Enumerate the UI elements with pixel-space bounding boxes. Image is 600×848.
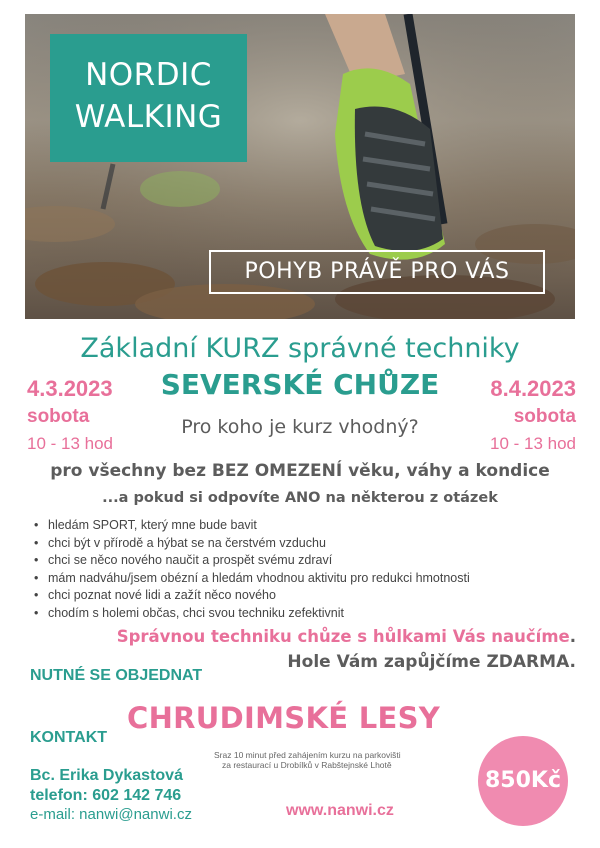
list-item: • chci poznat nové lidi a zažít něco nového: [34, 587, 470, 605]
meeting-note: [214, 750, 401, 770]
website-link[interactable]: www.nanwi.cz: [286, 802, 394, 819]
title-line-2: WALKING: [74, 99, 223, 135]
teach-dot: .: [569, 627, 576, 646]
left-date: 4.3.2023: [27, 376, 113, 401]
course-title: Základní KURZ správné techniky: [80, 333, 520, 364]
list-item: • chci se něco nového naučit a prospět svému zdraví: [34, 552, 470, 570]
venue-title: CHRUDIMSKÉ LESY: [127, 701, 441, 735]
contact-label: KONTAKT: [30, 729, 108, 746]
left-day: sobota: [27, 406, 90, 427]
left-time: 10 - 13 hod: [27, 434, 114, 453]
audience-statement: pro všechny bez BEZ OMEZENÍ věku, váhy a kondice: [50, 461, 550, 481]
order-label: NUTNÉ SE OBJEDNAT: [30, 667, 203, 684]
list-item: • chodím s holemi občas, chci svou techniku zefektivnit: [34, 605, 470, 623]
contact-email[interactable]: e-mail: nanwi@nanwi.cz: [30, 806, 192, 823]
poles-statement: Hole Vám zapůjčíme ZDARMA.: [287, 652, 576, 672]
slogan-box: POHYB PRÁVĚ PRO VÁS: [209, 250, 545, 294]
questions-intro: ...a pokud si odpovíte ANO na některou z otázek: [102, 490, 498, 506]
teach-statement: [117, 627, 576, 646]
meeting-note-line-2: za restaurací u Drobílků v Rabštejnské Lhotě: [222, 760, 392, 770]
teach-text: Správnou techniku chůze s hůlkami Vás naučíme: [116, 627, 570, 646]
title-line-1: NORDIC: [85, 57, 212, 93]
meeting-note-line-1: Sraz 10 minut před zahájením kurzu na parkovišti: [214, 750, 401, 760]
list-item: • chci být v přírodě a hýbat se na čerstvém vzduchu: [34, 535, 470, 553]
right-date: 8.4.2023: [490, 376, 576, 401]
course-name: SEVERSKÉ CHŮZE: [160, 368, 440, 401]
list-item: • mám nadváhu/jsem obézní a hledám vhodnou aktivitu pro redukci hmotnosti: [34, 570, 470, 588]
contact-name: Bc. Erika Dykastová: [30, 767, 183, 784]
list-item: • hledám SPORT, který mne bude bavit: [34, 517, 470, 535]
price-badge: 850Kč: [478, 736, 568, 826]
right-time: 10 - 13 hod: [489, 434, 576, 453]
audience-question: Pro koho je kurz vhodný?: [181, 416, 419, 438]
title-badge: [50, 34, 247, 162]
right-day: sobota: [513, 406, 576, 427]
contact-phone: telefon: 602 142 746: [30, 787, 182, 804]
question-list: [34, 517, 470, 622]
